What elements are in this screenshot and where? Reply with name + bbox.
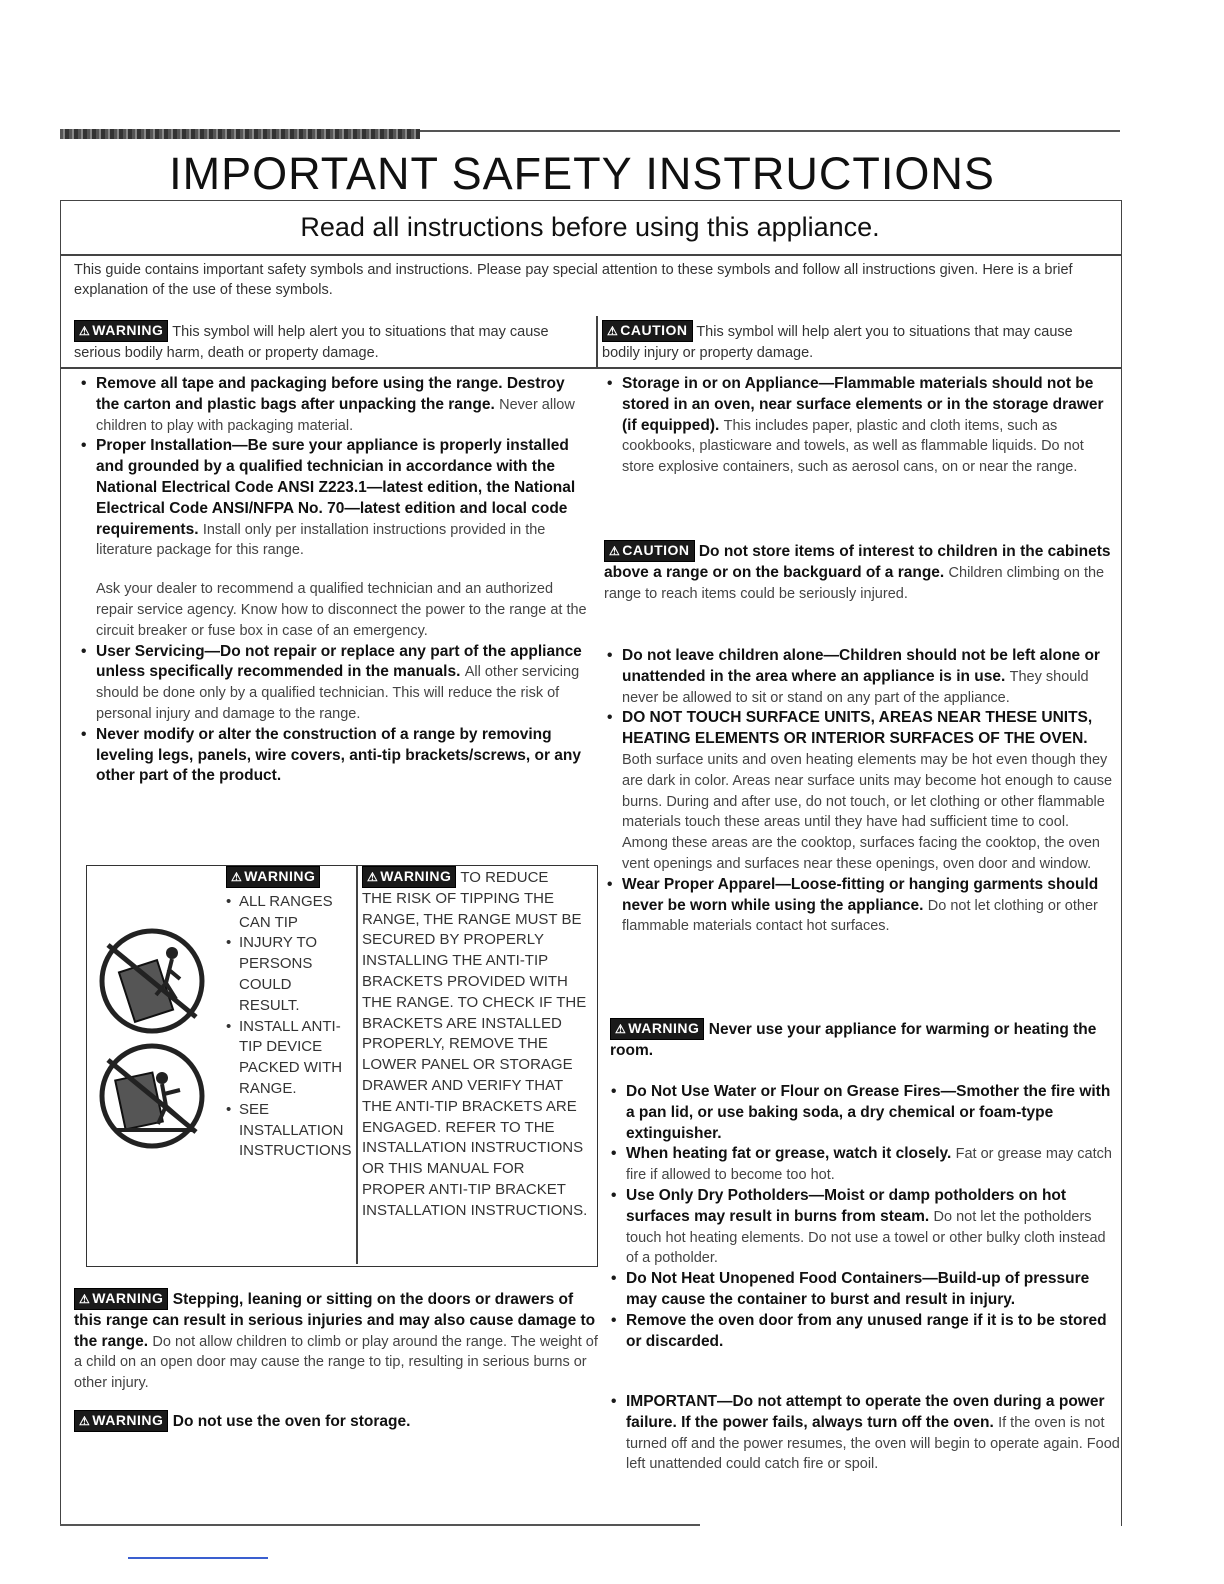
warning-badge: ⚠ WARNING (362, 866, 456, 888)
list-item: • Never modify or alter the construction of a range by removing leveling legs, panels, wire covers, anti-tip brackets/screws, or any other part of the product. (74, 725, 590, 787)
list-item: • IMPORTANT—Do not attempt to operate the oven during a power failure. If the power fails, always turn off the oven. If the oven is not turned off and the power resumes, the oven will begin to operate again. Food left unattended could catch fire or spoil. (604, 1392, 1120, 1475)
list-item: • User Servicing—Do not repair or replace any part of the appliance unless specifically recommended in the manuals. All other servicing should be done only by a qualified technician. This will reduce the risk of personal injury and damage to the range. (74, 642, 590, 725)
alert-triangle-icon: ⚠ (607, 324, 619, 338)
right-column-middle (600, 646, 1118, 937)
alert-triangle-icon: ⚠ (79, 1292, 91, 1306)
list-item: • INJURY TO PERSONS COULD RESULT. (226, 933, 350, 1016)
list-item: • Do not leave children alone—Children should not be left alone or unattended in the area where an appliance is in use. They should never be allowed to sit or stand on any part of the appliance. (600, 646, 1118, 708)
alert-triangle-icon: ⚠ (79, 324, 91, 338)
frame-bottom-rule (60, 1524, 700, 1526)
list-item: • Use Only Dry Potholders—Moist or damp potholders on hot surfaces may result in burns from steam. Do not let the potholders touch hot heating elements. Do not use a towel or other bulky cloth instead of a potholder. (604, 1186, 1120, 1269)
top-rule (420, 130, 1120, 132)
left-column-top (74, 374, 590, 787)
alert-triangle-icon: ⚠ (231, 870, 243, 884)
decorative-bar (60, 129, 420, 139)
list-item: • Wear Proper Apparel—Loose-fitting or hanging garments should never be worn while using the appliance. Do not let clothing or other flammable materials contact hot surfaces. (600, 875, 1118, 937)
list-item: • Do Not Use Water or Flour on Grease Fires—Smother the fire with a pan lid, or use baking soda, a dry chemical or foam-type extinguisher. (604, 1082, 1120, 1144)
list-item: • Remove the oven door from any unused range if it is to be stored or discarded. (604, 1311, 1120, 1353)
list-item: • INSTALL ANTI-TIP DEVICE PACKED WITH RANGE. (226, 1017, 350, 1100)
list-item: • SEE INSTALLATION INSTRUCTIONS (226, 1100, 350, 1162)
tip-divider (356, 866, 358, 1264)
warning-badge: ⚠ WARNING (74, 1410, 168, 1432)
subtitle: Read all instructions before using this appliance. (300, 212, 880, 242)
caution-symbol-text: This symbol will help alert you to situations that may cause bodily injury or property damage. (602, 324, 1073, 361)
anti-tip-col1 (226, 866, 350, 1162)
caution-children-items: ⚠ CAUTION Do not store items of interest to children in the cabinets above a range or on the backguard of a range. Children climbing on the range to reach items could be seriously injured. (604, 542, 1111, 602)
warning-badge: ⚠ WARNING (610, 1018, 704, 1040)
right-column-top (600, 374, 1118, 478)
list-item: • Storage in or on Appliance—Flammable materials should not be stored in an oven, near surface elements or in the storage drawer (if equipped). This includes paper, plastic and cloth items, such as cookbooks, plasticware and towels, as well as flammable liquids. Do not store explosive containers, such as aerosol cans, on or near the range. (600, 374, 1118, 478)
bottom-accent-rule (128, 1557, 268, 1559)
page-title: IMPORTANT SAFETY INSTRUCTIONS (169, 148, 995, 199)
alert-triangle-icon: ⚠ (79, 1414, 91, 1428)
caution-badge: ⚠ CAUTION (602, 320, 693, 342)
warning-badge: ⚠ WARNING (74, 320, 168, 342)
tip-over-range-icon (96, 925, 208, 1037)
list-item: • Do Not Heat Unopened Food Containers—Build-up of pressure may cause the container to burst and result in injury. (604, 1269, 1120, 1311)
list-item: • DO NOT TOUCH SURFACE UNITS, AREAS NEAR THESE UNITS, HEATING ELEMENTS OR INTERIOR SURFACES OF THE OVEN. Both surface units and oven heating elements may be hot even though they are dark in color. Areas near surface units may become hot enough to cause burns. During and after use, do not touch, or let clothing or other flammable materials touch these areas until they have had sufficient time to cool. Among these areas are the cooktop, surfaces facing the cooktop, the oven vent openings and surfaces near these openings, oven door and window. (600, 708, 1118, 874)
list-item: • Proper Installation—Be sure your appliance is properly installed and grounded by a qualified technician in accordance with the National Electrical Code ANSI Z223.1—latest edition, the National Electrical Code ANSI/NFPA No. 70—latest edition and local code requirements. Install only per installation instructions provided in the literature package for this range. (74, 436, 590, 561)
tip-col2-heading: TO REDUCE (460, 869, 549, 886)
symbols-rule (60, 367, 1122, 369)
caution-badge: ⚠ CAUTION (604, 540, 695, 562)
tip-col2-text: THE RISK OF TIPPING THE RANGE, THE RANGE MUST BE SECURED BY PROPERLY INSTALLING THE ANTI-TIP BRACKETS PROVIDED WITH THE RANGE. TO CHECK IF THE BRACKETS ARE INSTALLED PROPERLY, REMOVE THE LOWER PANEL OR STORAGE DRAWER AND VERIFY THAT THE ANTI-TIP BRACKETS ARE ENGAGED. REFER TO THE INSTALLATION INSTRUCTIONS OR THIS MANUAL FOR PROPER ANTI-TIP BRACKET INSTALLATION INSTRUCTIONS. (362, 889, 588, 1219)
alert-triangle-icon: ⚠ (367, 870, 379, 884)
list-item: • Remove all tape and packaging before using the range. Destroy the carton and plastic bags after unpacking the range. Never allow children to play with packaging material. (74, 374, 590, 436)
child-on-door-icon (96, 1040, 208, 1152)
stepping-warning: ⚠ WARNING Stepping, leaning or sitting on the doors or drawers of this range can result in serious injuries and may also cause damage to the range. Do not allow children to climb or play around the range. The weight of a child on an open door may cause the range to tip, resulting in serious burns or other injury. (74, 1290, 598, 1392)
subtitle-rule (60, 254, 1122, 256)
symbols-divider (596, 316, 598, 367)
warning-symbol-explanation (74, 320, 594, 364)
warming-warning: ⚠ WARNING Never use your appliance for warming or heating the room. (610, 1020, 1097, 1059)
important-notice (604, 1392, 1120, 1475)
warning-badge: ⚠ WARNING (74, 1288, 168, 1310)
alert-triangle-icon: ⚠ (615, 1022, 627, 1036)
warning-symbol-text: This symbol will help alert you to situations that may cause serious bodily harm, death or property damage. (74, 324, 549, 361)
list-item: • When heating fat or grease, watch it closely. Fat or grease may catch fire if allowed to become too hot. (604, 1144, 1120, 1186)
anti-tip-col2 (362, 866, 590, 1222)
caution-symbol-explanation (602, 320, 1112, 364)
storage-warning: ⚠ WARNING Do not use the oven for storage. (74, 1410, 598, 1433)
alert-triangle-icon: ⚠ (609, 544, 621, 558)
intro-text: This guide contains important safety symbols and instructions. Please pay special attention to these symbols and follow all instructions given. Here is a brief explanation of the use of these symbols. (74, 262, 1073, 298)
list-item: • ALL RANGES CAN TIP (226, 892, 350, 934)
dealer-paragraph: Ask your dealer to recommend a qualified technician and an authorized repair service agency. Know how to disconnect the power to the range at the circuit breaker or fuse box in case of an emergency. (96, 581, 587, 639)
right-column-bottom (604, 1082, 1120, 1352)
warning-badge: ⚠ WARNING (226, 866, 320, 888)
